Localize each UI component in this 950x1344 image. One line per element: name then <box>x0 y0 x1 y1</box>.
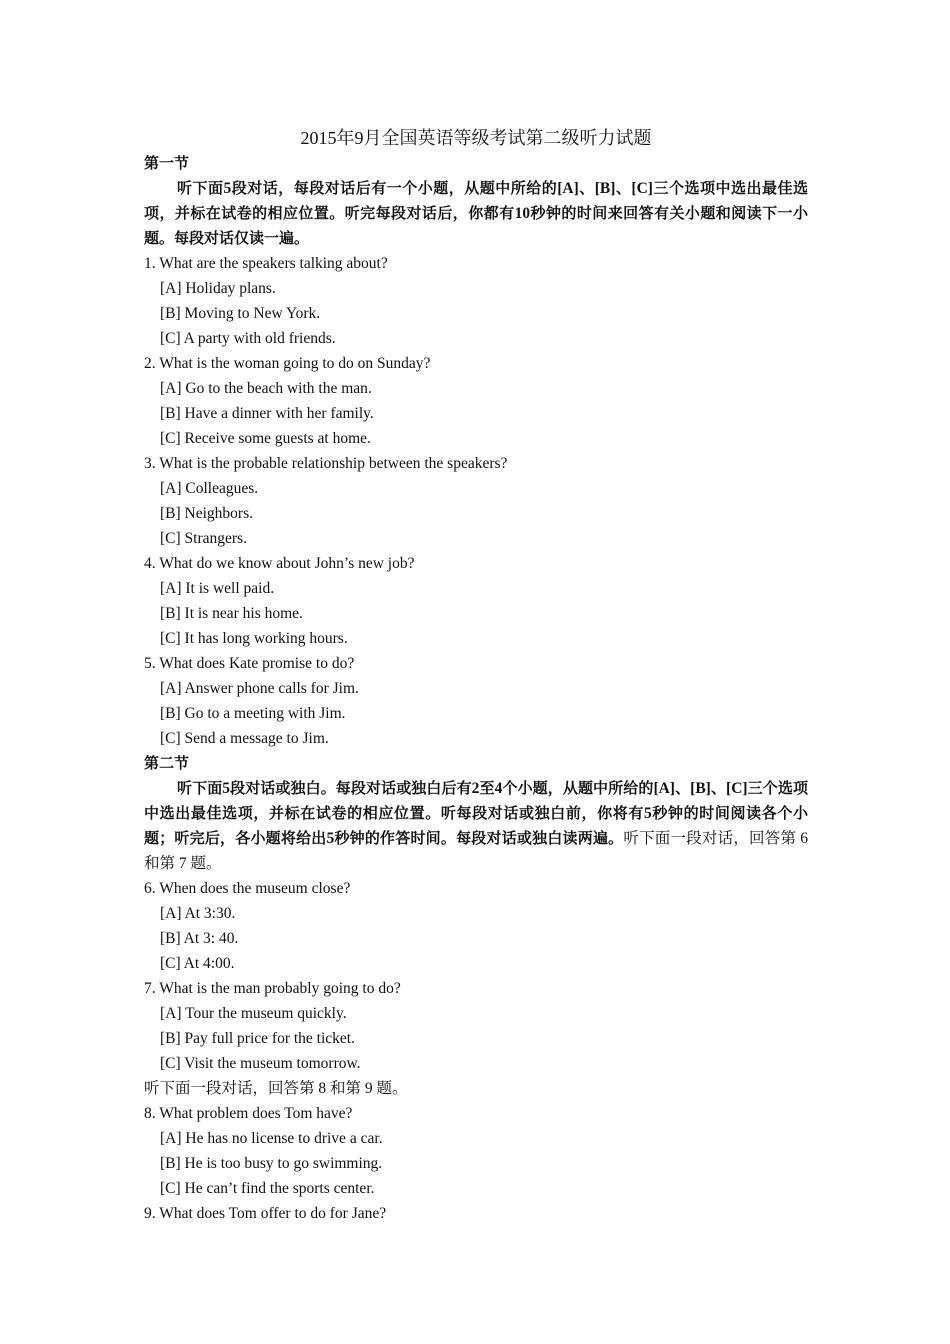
answer-option: [C] It has long working hours. <box>160 630 348 647</box>
question-text: 7. What is the man probably going to do? <box>144 980 401 997</box>
section1.instruction-segment: 听下面 <box>177 179 224 197</box>
page-title: 2015年9月全国英语等级考试第二级听力试题 <box>300 128 652 148</box>
section2.instruction-segment: 5 <box>326 830 335 847</box>
answer-option: [A] Holiday plans. <box>160 280 276 297</box>
section2.instruction-segment: 4 <box>494 780 503 797</box>
question-text: 9. What does Tom offer to do for Jane? <box>144 1205 387 1222</box>
section2.instruction-segment: 三个选项中选出最佳选项，并标在试卷的相应位置。听每段对话或独白前，你将有 <box>144 779 808 822</box>
answer-option: [B] Pay full price for the ticket. <box>160 1030 355 1047</box>
answer-option: [A] Colleagues. <box>160 480 259 497</box>
section2.instruction-segment: [A] <box>653 780 675 797</box>
answer-option: [A] Answer phone calls for Jim. <box>160 680 359 697</box>
question-text: 4. What do we know about John’s new job? <box>144 555 415 572</box>
exam-page <box>144 126 808 1226</box>
section-1-heading: 第一节 <box>144 154 190 172</box>
answer-option: [A] He has no license to drive a car. <box>160 1130 383 1147</box>
section1.instruction-segment: [A] <box>557 180 579 197</box>
section2.instruction-segment: 听下面 <box>177 779 223 797</box>
answer-option: [C] At 4:00. <box>160 955 235 972</box>
section1.instruction-segment: 三个选项中选出最佳选项，并标在试卷的相应位置。听完每段对话后，你都有 <box>144 179 808 222</box>
question-text: 6. When does the museum close? <box>144 880 351 897</box>
answer-option: [C] Receive some guests at home. <box>160 430 371 447</box>
answer-option: [C] Strangers. <box>160 530 247 547</box>
answer-option: [B] At 3: 40. <box>160 930 239 947</box>
section1.instruction-segment: 10 <box>514 205 531 222</box>
section-2-instruction <box>144 776 808 876</box>
section2.instruction-segment: 5 <box>222 780 231 797</box>
group-intro: 听下面一段对话，回答第 8 和第 9 题。 <box>144 1080 408 1097</box>
section1.instruction-segment: 、 <box>578 179 595 197</box>
answer-option: [A] Tour the museum quickly. <box>160 1005 347 1022</box>
section1.instruction-segment: 段对话，每段对话后有一个小题，从题中所给的 <box>231 179 558 197</box>
section-1-instruction <box>144 176 808 251</box>
section2.instruction-segment: 个小题，从题中所给的 <box>502 779 654 797</box>
section-2-questions <box>144 876 808 1226</box>
question-text: 1. What are the speakers talking about? <box>144 255 388 272</box>
section2.instruction-segment: 5 <box>643 805 652 822</box>
section1.instruction-segment: 秒钟的时间来回答有关小题和阅读下一小题。每段对话仅读一遍。 <box>144 204 808 247</box>
section2.instruction-segment: 秒钟的作答时间。每段对话或独白读两遍。 <box>334 829 624 847</box>
question-text: 2. What is the woman going to do on Sunday? <box>144 355 431 372</box>
section-1-questions <box>144 251 808 751</box>
question-text: 5. What does Kate promise to do? <box>144 655 355 672</box>
section2.instruction-segment: 、 <box>710 779 727 797</box>
answer-option: [A] It is well paid. <box>160 580 275 597</box>
section2.instruction-segment: 、 <box>674 779 691 797</box>
section2.instruction-segment: 至 <box>479 779 495 797</box>
section1.instruction-segment: [B] <box>594 180 616 197</box>
answer-option: [C] He can’t find the sports center. <box>160 1180 375 1197</box>
section-2-heading: 第二节 <box>144 754 190 772</box>
question-text: 3. What is the probable relationship between the speakers? <box>144 455 508 472</box>
answer-option: [B] Have a dinner with her family. <box>160 405 374 422</box>
section2.instruction-segment: 秒钟的时间阅读各个小题；听完后，各小题将给出 <box>144 804 808 847</box>
section1.instruction-segment: 、 <box>615 179 632 197</box>
section2.instruction-segment: 段对话或独白。每段对话或独白后有 <box>230 779 472 797</box>
answer-option: [C] A party with old friends. <box>160 330 336 347</box>
section1.instruction-segment: [C] <box>631 180 653 197</box>
section2.instruction-segment: [C] <box>726 780 748 797</box>
answer-option: [B] It is near his home. <box>160 605 303 622</box>
section1.instruction-segment: 5 <box>223 180 232 197</box>
answer-option: [B] Moving to New York. <box>160 305 321 322</box>
answer-option: [B] Neighbors. <box>160 505 253 522</box>
answer-option: [A] Go to the beach with the man. <box>160 380 372 397</box>
group-intro-6-7: 听下面一段对话，回答第 6 和第 7 题。 <box>144 830 808 872</box>
answer-option: [C] Send a message to Jim. <box>160 730 329 747</box>
answer-option: [C] Visit the museum tomorrow. <box>160 1055 361 1072</box>
answer-option: [B] Go to a meeting with Jim. <box>160 705 346 722</box>
section2.instruction-segment: 2 <box>471 780 480 797</box>
answer-option: [A] At 3:30. <box>160 905 236 922</box>
question-text: 8. What problem does Tom have? <box>144 1105 353 1122</box>
answer-option: [B] He is too busy to go swimming. <box>160 1155 383 1172</box>
section2.instruction-segment: [B] <box>690 780 711 797</box>
